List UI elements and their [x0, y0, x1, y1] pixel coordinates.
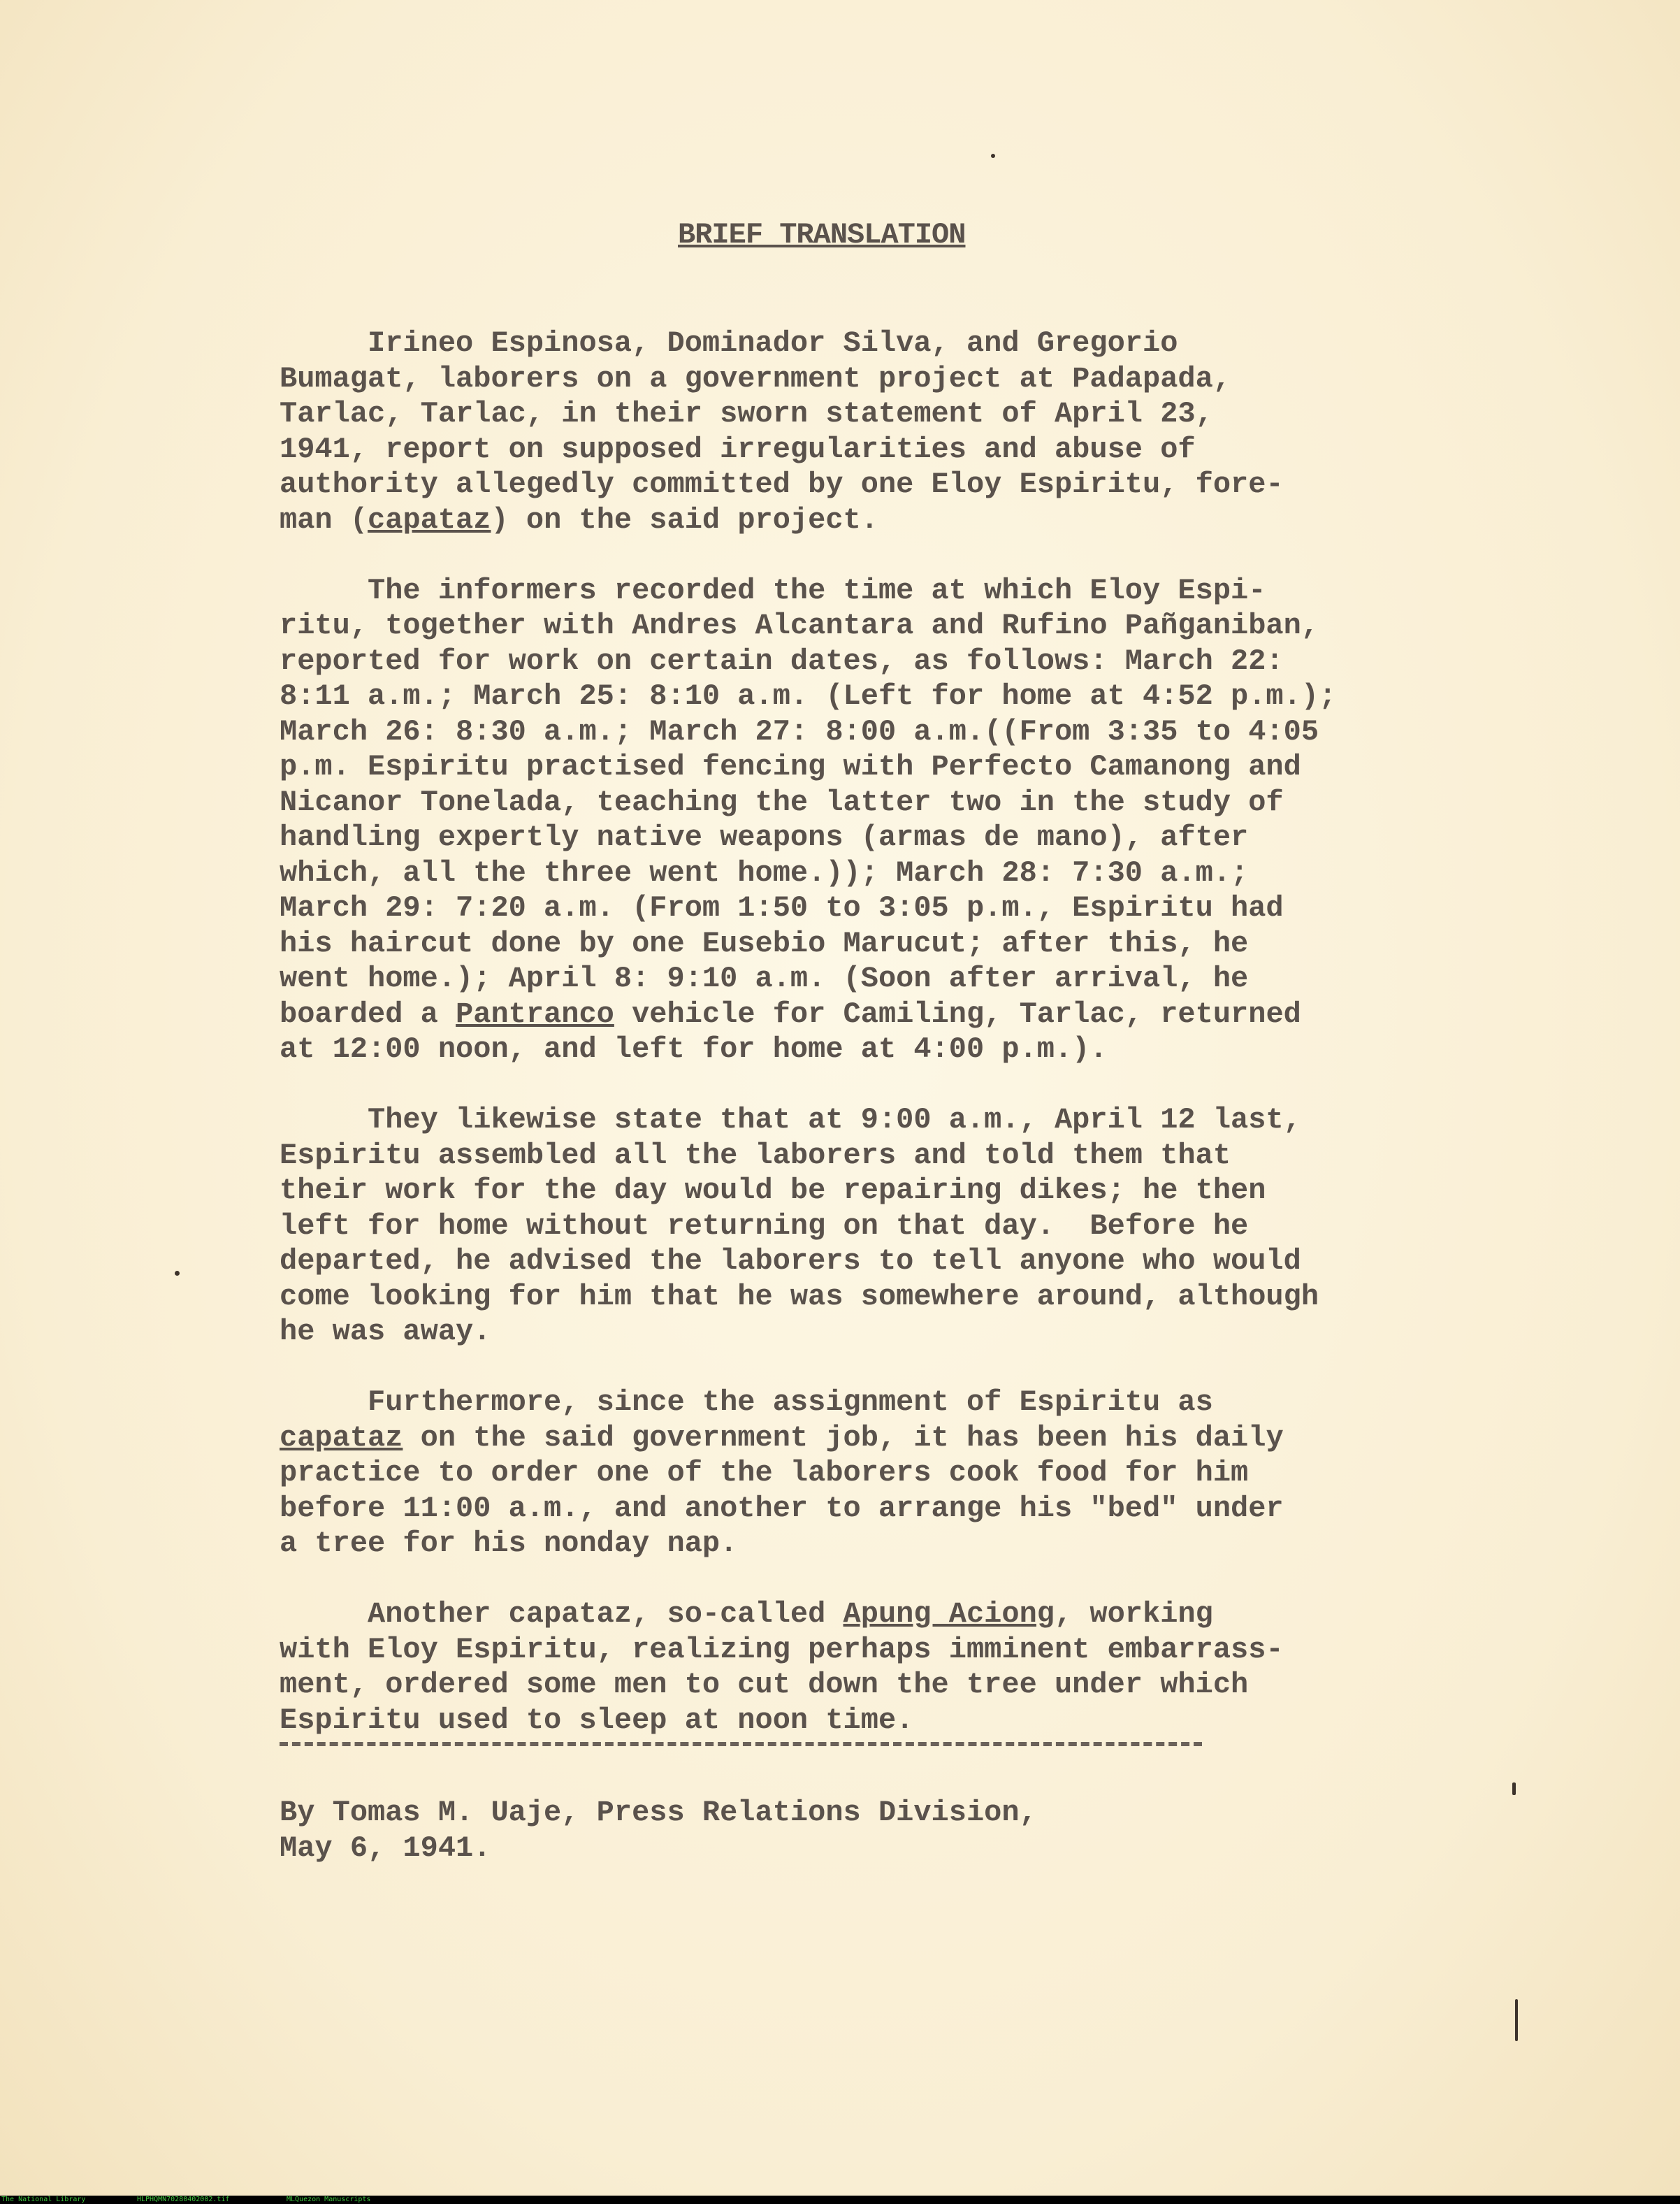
underlined-term: Apung Aciong — [843, 1597, 1055, 1631]
text-line: p.m. Espiritu practised fencing with Perfecto Camanong and — [280, 750, 1301, 784]
text-line: 1941, report on supposed irregularities and abuse of — [280, 432, 1196, 466]
text-line: at 12:00 noon, and left for home at 4:00 p.m.). — [280, 1032, 1108, 1066]
dashed-separator — [280, 1742, 1202, 1746]
paragraph-1 — [280, 326, 1537, 538]
blank-line — [280, 1067, 1537, 1103]
document-title: BRIEF TRANSLATION — [678, 218, 966, 252]
text-line: Irineo Espinosa, Dominador Silva, and Gregorio — [280, 326, 1178, 360]
text-line: They likewise state that at 9:00 a.m., April 12 last, — [280, 1103, 1301, 1137]
text-line: Nicanor Tonelada, teaching the latter two in the study of — [280, 785, 1284, 819]
scan-footer-bar — [0, 2196, 1680, 2204]
text-line: Espiritu assembled all the laborers and told them that — [280, 1138, 1231, 1172]
text-line: went home.); April 8: 9:10 a.m. (Soon after arrival, he — [280, 962, 1249, 995]
text-fragment: man ( — [280, 503, 368, 537]
footer-filename: HLPHQMN70280402002.tif — [137, 2196, 230, 2203]
text-line: Furthermore, since the assignment of Espiritu as — [280, 1385, 1213, 1419]
ink-speck — [1512, 1782, 1516, 1795]
text-line: 8:11 a.m.; March 25: 8:10 a.m. (Left for home at 4:52 p.m.); — [280, 679, 1337, 713]
text-line: reported for work on certain dates, as follows: March 22: — [280, 644, 1284, 678]
text-fragment: ) on the said project. — [491, 503, 878, 537]
text-line: Tarlac, Tarlac, in their sworn statement of April 23, — [280, 397, 1213, 431]
text-line — [280, 1420, 1537, 1456]
text-line: The informers recorded the time at which Eloy Espi- — [280, 573, 1266, 607]
text-line: he was away. — [280, 1315, 491, 1348]
underlined-term: Pantranco — [456, 997, 614, 1031]
paragraph-5 — [280, 1597, 1537, 1738]
blank-line — [280, 1562, 1537, 1597]
text-line: practice to order one of the laborers cook food for him — [280, 1456, 1249, 1490]
text-line — [280, 1597, 1537, 1632]
text-line: with Eloy Espiritu, realizing perhaps imminent embarrass- — [280, 1632, 1284, 1666]
blank-line — [280, 538, 1537, 573]
signature-block — [280, 1795, 1037, 1866]
blank-line — [280, 1350, 1537, 1385]
text-line: Espiritu used to sleep at noon time. — [280, 1703, 914, 1737]
signature-line-2: May 6, 1941. — [280, 1831, 491, 1865]
footer-collection: MLQuezon Manuscripts — [287, 2196, 371, 2203]
text-line: their work for the day would be repairing dikes; he then — [280, 1174, 1266, 1207]
ink-speck — [991, 154, 995, 158]
text-line — [280, 997, 1537, 1032]
paragraph-4 — [280, 1385, 1537, 1562]
underlined-term: capataz — [280, 1420, 403, 1455]
underlined-term: capataz — [368, 503, 491, 537]
text-line: departed, he advised the laborers to tell anyone who would — [280, 1244, 1301, 1278]
text-fragment: Another capataz, so-called — [280, 1597, 843, 1631]
paragraph-3 — [280, 1102, 1537, 1350]
text-line: left for home without returning on that day. Before he — [280, 1209, 1249, 1243]
text-line: March 26: 8:30 a.m.; March 27: 8:00 a.m.((From 3:35 to 4:05 — [280, 714, 1319, 749]
ink-speck — [175, 1271, 180, 1276]
text-line: come looking for him that he was somewhere around, although — [280, 1279, 1319, 1313]
text-line: which, all the three went home.)); March 28: 7:30 a.m.; — [280, 856, 1249, 890]
text-line: Bumagat, laborers on a government project at Padapada, — [280, 361, 1231, 396]
text-line: a tree for his nonday nap. — [280, 1527, 738, 1560]
text-line: before 11:00 a.m., and another to arrange his "bed" under — [280, 1491, 1284, 1525]
text-line: his haircut done by one Eusebio Marucut; after this, he — [280, 926, 1249, 960]
text-line: handling expertly native weapons (armas de mano), after — [280, 821, 1249, 854]
text-fragment: vehicle for Camiling, Tarlac, returned — [614, 997, 1301, 1031]
document-body — [280, 326, 1537, 1738]
footer-library: The National Library — [1, 2196, 86, 2203]
text-fragment: on the said government job, it has been his daily — [403, 1420, 1284, 1455]
paragraph-2 — [280, 573, 1537, 1067]
text-fragment: , working — [1054, 1597, 1213, 1631]
text-line — [280, 503, 1537, 538]
text-line: authority allegedly committed by one Eloy Espiritu, fore- — [280, 468, 1284, 501]
text-fragment: boarded a — [280, 997, 456, 1031]
signature-line-1: By Tomas M. Uaje, Press Relations Division, — [280, 1796, 1037, 1829]
text-line: ment, ordered some men to cut down the tree under which — [280, 1668, 1249, 1701]
text-line: March 29: 7:20 a.m. (From 1:50 to 3:05 p.m., Espiritu had — [280, 891, 1284, 925]
text-line: ritu, together with Andres Alcantara and Rufino Pañganiban, — [280, 609, 1319, 642]
ink-speck — [1515, 1999, 1518, 2041]
